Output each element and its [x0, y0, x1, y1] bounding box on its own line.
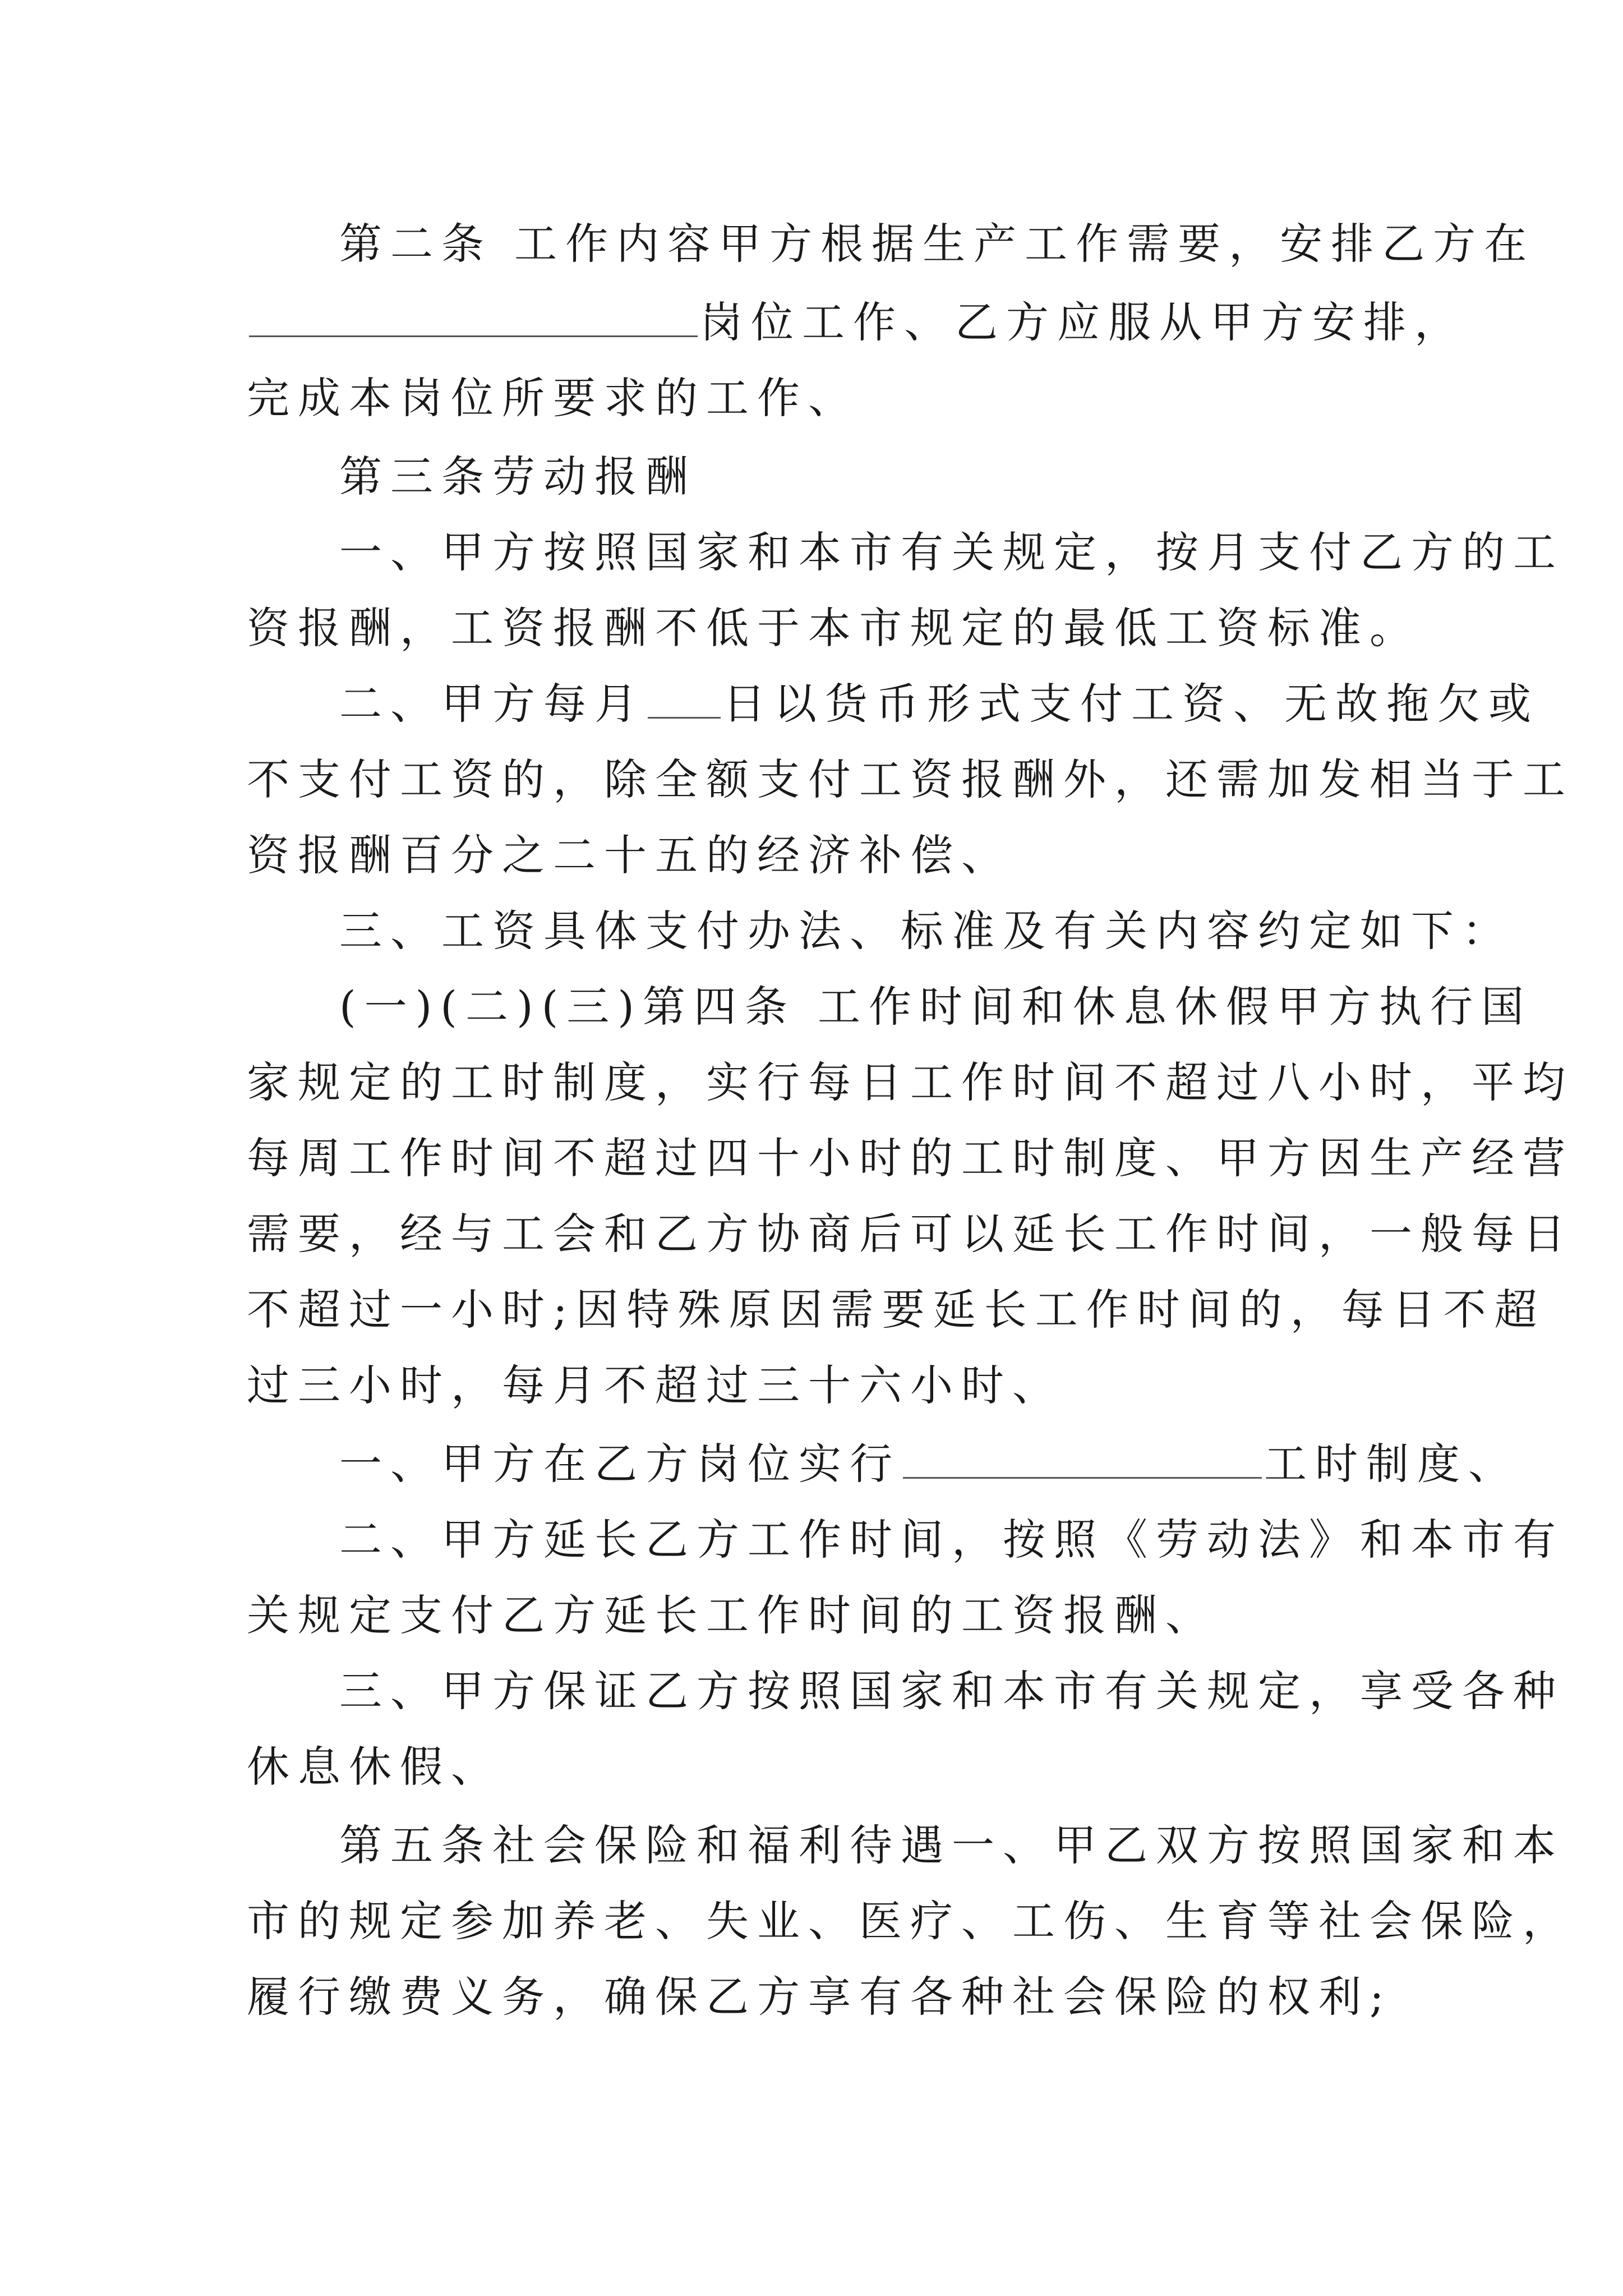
article3-item3: 三、工资具体支付办法、标准及有关内容约定如下：	[339, 906, 1513, 956]
article3-item2-line2: 不支付工资的，除全额支付工资报酬外，还需加发相当于工	[247, 754, 1574, 804]
article4-item1-prefix: 一、甲方在乙方岗位实行	[339, 1439, 901, 1489]
article3-item2-suffix: 日以货币形式支付工资、无故拖欠或	[723, 679, 1539, 729]
article3-item2-line1	[339, 673, 1539, 735]
article4-item1	[339, 1433, 1519, 1495]
payday-blank	[648, 678, 721, 719]
article5-line2: 市的规定参加养老、失业、医疗、工伤、生育等社会保险，	[247, 1896, 1574, 1946]
article2-line1: 第二条 工作内容甲方根据生产工作需要，安排乙方在	[339, 219, 1536, 269]
article3-item2-prefix: 二、甲方每月	[339, 679, 645, 729]
article4-item3-line2: 休息休假、	[247, 1742, 502, 1792]
article5-line3: 履行缴费义务，确保乙方享有各种社会保险的权利;	[247, 1972, 1393, 2022]
article4-line5: 不超过一小时;因特殊原因需要延长工作时间的，每日不超	[247, 1285, 1546, 1335]
article3-item2-line3: 资报酬百分之二十五的经济补偿、	[247, 830, 1012, 880]
article4-line4: 需要，经与工会和乙方协商后可以延长工作时间，一般每日	[247, 1209, 1574, 1259]
article2-line3: 完成本岗位所要求的工作、	[247, 373, 859, 423]
article4-line3: 每周工作时间不超过四十小时的工时制度、甲方因生产经营	[247, 1133, 1574, 1183]
article3-item1-line2: 资报酬，工资报酬不低于本市规定的最低工资标准。	[247, 603, 1421, 653]
article4-line6: 过三小时，每月不超过三十六小时、	[247, 1360, 1063, 1410]
article5-line1: 第五条社会保险和福利待遇一、甲乙双方按照国家和本	[339, 1820, 1564, 1870]
article3-item1-line1: 一、甲方按照国家和本市有关规定，按月支付乙方的工	[339, 527, 1564, 577]
article2-line2	[247, 292, 1465, 353]
article4-item3-line1: 三、甲方保证乙方按照国家和本市有关规定，享受各种	[339, 1666, 1564, 1716]
article4-line2: 家规定的工时制度，实行每日工作时间不超过八小时，平均	[247, 1057, 1574, 1107]
post-blank	[249, 296, 698, 337]
article4-item2-line1: 二、甲方延长乙方工作时间，按照《劳动法》和本市有	[339, 1515, 1564, 1565]
article4-line1: (一)(二)(三)第四条 工作时间和休息休假甲方执行国	[339, 982, 1533, 1032]
article4-item1-suffix: 工时制度、	[1264, 1439, 1519, 1489]
work-hours-blank	[903, 1438, 1262, 1479]
article3-heading: 第三条劳动报酬	[339, 452, 697, 501]
article4-item2-line2: 关规定支付乙方延长工作时间的工资报酬、	[247, 1590, 1216, 1640]
article2-line2-text: 岗位工作、乙方应服从甲方安排，	[700, 297, 1465, 347]
